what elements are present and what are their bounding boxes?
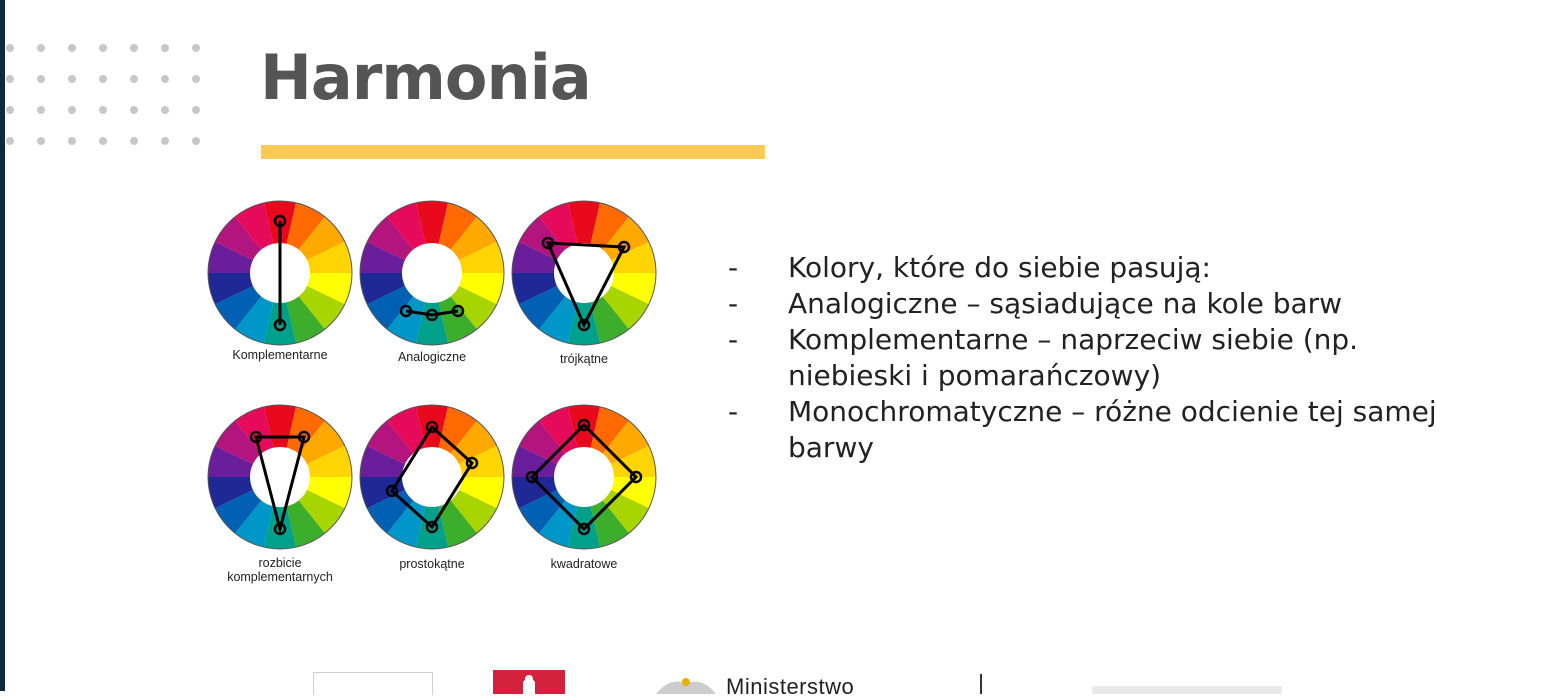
decorative-dot (161, 75, 169, 83)
decorative-dot (130, 75, 138, 83)
decorative-dot (99, 75, 107, 83)
wheel-split-complementary (205, 402, 355, 584)
eu-funds-logo (313, 672, 433, 695)
decorative-dot (37, 137, 45, 145)
decorative-dot (99, 106, 107, 114)
color-wheel-icon (205, 198, 355, 348)
decorative-dot (161, 137, 169, 145)
decorative-dot (99, 44, 107, 52)
bullet-text: Analogiczne – sąsiadujące na kole barw (788, 287, 1343, 320)
decorative-dot (99, 137, 107, 145)
bullet-dash: - (728, 323, 739, 356)
partner-logo (1092, 684, 1282, 694)
wheel-label-rectangle: prostokątne (399, 557, 465, 571)
decorative-dot (130, 106, 138, 114)
decorative-dot (6, 44, 14, 52)
wheel-label-analogous: Analogiczne (397, 350, 467, 364)
bullet-text: Monochromatyczne – różne odcienie tej samej barwy (788, 395, 1437, 464)
decorative-dot (68, 44, 76, 52)
decorative-dot (68, 137, 76, 145)
bullet-dash: - (728, 251, 739, 284)
decorative-dot (130, 137, 138, 145)
bullet-text: Komplementarne – naprzeciw siebie (np. niebieski i pomarańczowy) (788, 323, 1359, 392)
ministry-eagle-icon (651, 674, 721, 694)
color-wheel-icon (205, 402, 355, 552)
decorative-dot (130, 44, 138, 52)
decorative-dot (37, 75, 45, 83)
wheel-label-complementary: Komplementarne (232, 348, 328, 362)
wheel-analogous (357, 198, 507, 364)
poland-emblem-logo (493, 670, 565, 694)
bullet-dash: - (728, 287, 739, 320)
wheel-label-square: kwadratowe (550, 557, 618, 571)
color-wheel-icon (357, 198, 507, 348)
wheel-triadic (509, 198, 659, 366)
decorative-dot (37, 106, 45, 114)
color-wheel-grid (205, 198, 665, 598)
wheel-square (509, 402, 659, 571)
color-wheel-icon (509, 402, 659, 552)
bullet-item (728, 250, 1448, 286)
bullet-item (728, 286, 1448, 322)
wheel-complementary (205, 198, 355, 362)
decorative-dot (192, 75, 200, 83)
footer-divider (980, 674, 982, 694)
footer-logos (0, 660, 1567, 699)
color-wheel-icon (509, 198, 659, 348)
decorative-dot (161, 44, 169, 52)
decorative-dot (6, 75, 14, 83)
wheel-rectangle (357, 402, 507, 571)
wheel-label-split-complementary: rozbicie komplementarnych (227, 556, 333, 584)
slide-title: Harmonia (260, 41, 591, 114)
color-wheel-icon (357, 402, 507, 552)
decorative-dot (192, 106, 200, 114)
decorative-dot (68, 106, 76, 114)
bullet-item (728, 322, 1448, 394)
decorative-dot (68, 75, 76, 83)
ministry-name: Ministerstwo (726, 674, 855, 699)
bullet-dash: - (728, 395, 739, 428)
wheel-label-triadic: trójkątne (560, 352, 608, 366)
decorative-dot (37, 44, 45, 52)
decorative-dot (192, 44, 200, 52)
bullet-item (728, 394, 1448, 466)
decorative-dot (6, 137, 14, 145)
bullet-text: Kolory, które do siebie pasują: (788, 251, 1211, 284)
title-underline (261, 145, 765, 159)
left-edge-bar (0, 0, 5, 691)
decorative-dot (192, 137, 200, 145)
bullet-list (728, 250, 1448, 466)
decorative-dot (161, 106, 169, 114)
eagle-icon (493, 670, 565, 694)
decorative-dot (6, 106, 14, 114)
